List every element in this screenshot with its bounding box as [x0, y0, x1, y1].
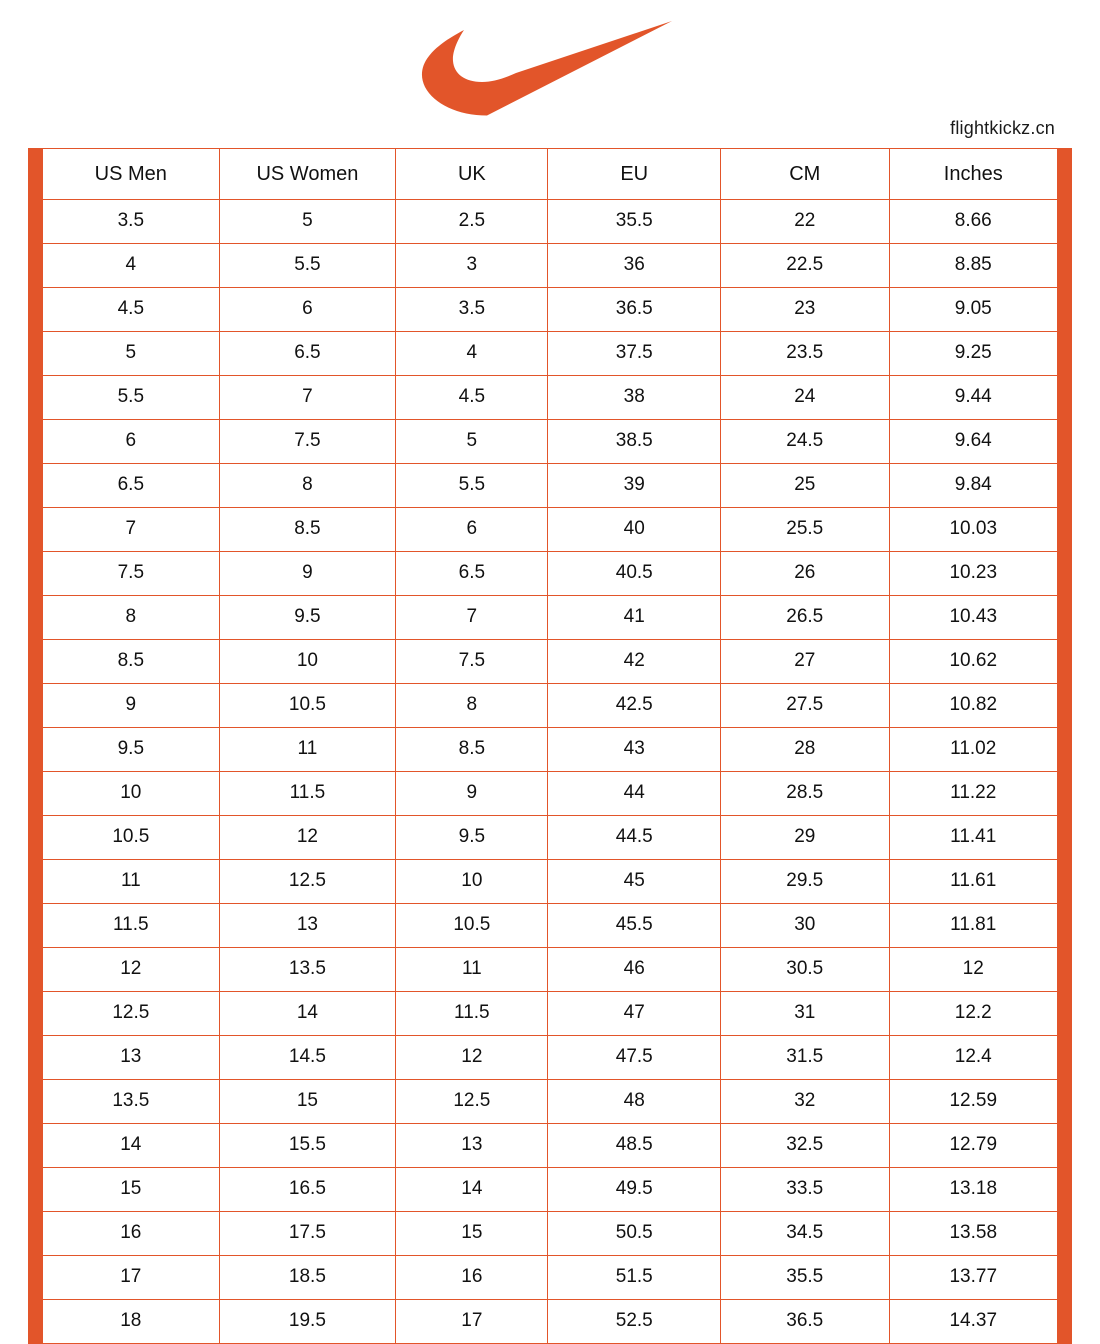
- cell-eu: 41: [548, 596, 721, 640]
- cell-us-women: 8: [219, 464, 396, 508]
- cell-us-men: 4.5: [43, 288, 220, 332]
- column-header-cm: CM: [721, 149, 889, 200]
- cell-uk: 12: [396, 1036, 548, 1080]
- table-row: [43, 244, 1058, 288]
- cell-us-women: 10: [219, 640, 396, 684]
- cell-eu: 44.5: [548, 816, 721, 860]
- cell-uk: 5.5: [396, 464, 548, 508]
- cell-cm: 29: [721, 816, 889, 860]
- cell-uk: 3.5: [396, 288, 548, 332]
- cell-cm: 29.5: [721, 860, 889, 904]
- cell-us-women: 12.5: [219, 860, 396, 904]
- cell-uk: 6: [396, 508, 548, 552]
- cell-us-women: 11.5: [219, 772, 396, 816]
- cell-uk: 2.5: [396, 200, 548, 244]
- cell-cm: 27: [721, 640, 889, 684]
- cell-inches: 12.79: [889, 1124, 1058, 1168]
- table-row: [43, 1256, 1058, 1300]
- table-row: [43, 948, 1058, 992]
- table-row: [43, 1168, 1058, 1212]
- cell-eu: 39: [548, 464, 721, 508]
- cell-us-women: 15: [219, 1080, 396, 1124]
- table-row: [43, 552, 1058, 596]
- cell-us-men: 7.5: [43, 552, 220, 596]
- cell-inches: 13.18: [889, 1168, 1058, 1212]
- cell-eu: 42.5: [548, 684, 721, 728]
- cell-cm: 22: [721, 200, 889, 244]
- cell-us-women: 8.5: [219, 508, 396, 552]
- cell-inches: 13.77: [889, 1256, 1058, 1300]
- cell-eu: 46: [548, 948, 721, 992]
- cell-us-women: 6.5: [219, 332, 396, 376]
- cell-uk: 17: [396, 1300, 548, 1344]
- table-row: [43, 288, 1058, 332]
- cell-eu: 42: [548, 640, 721, 684]
- cell-eu: 49.5: [548, 1168, 721, 1212]
- cell-uk: 11.5: [396, 992, 548, 1036]
- cell-us-women: 10.5: [219, 684, 396, 728]
- cell-cm: 32: [721, 1080, 889, 1124]
- table-row: [43, 992, 1058, 1036]
- table-row: [43, 508, 1058, 552]
- cell-cm: 28: [721, 728, 889, 772]
- cell-cm: 36.5: [721, 1300, 889, 1344]
- cell-eu: 48.5: [548, 1124, 721, 1168]
- table-row: [43, 332, 1058, 376]
- cell-us-men: 11: [43, 860, 220, 904]
- cell-inches: 10.82: [889, 684, 1058, 728]
- cell-us-men: 8.5: [43, 640, 220, 684]
- cell-us-men: 18: [43, 1300, 220, 1344]
- cell-uk: 3: [396, 244, 548, 288]
- cell-us-men: 15: [43, 1168, 220, 1212]
- cell-inches: 12.59: [889, 1080, 1058, 1124]
- cell-us-women: 12: [219, 816, 396, 860]
- column-header-us-men: US Men: [43, 149, 220, 200]
- cell-inches: 11.22: [889, 772, 1058, 816]
- cell-us-women: 7: [219, 376, 396, 420]
- table-row: [43, 200, 1058, 244]
- cell-cm: 32.5: [721, 1124, 889, 1168]
- cell-us-men: 10.5: [43, 816, 220, 860]
- cell-inches: 10.03: [889, 508, 1058, 552]
- column-header-us-women: US Women: [219, 149, 396, 200]
- cell-us-men: 7: [43, 508, 220, 552]
- cell-eu: 44: [548, 772, 721, 816]
- cell-us-men: 13.5: [43, 1080, 220, 1124]
- cell-eu: 51.5: [548, 1256, 721, 1300]
- cell-inches: 11.41: [889, 816, 1058, 860]
- cell-uk: 7.5: [396, 640, 548, 684]
- cell-us-men: 5.5: [43, 376, 220, 420]
- cell-eu: 40.5: [548, 552, 721, 596]
- cell-uk: 8: [396, 684, 548, 728]
- cell-cm: 23.5: [721, 332, 889, 376]
- table-header-row: [43, 149, 1058, 200]
- cell-cm: 33.5: [721, 1168, 889, 1212]
- cell-us-men: 16: [43, 1212, 220, 1256]
- cell-eu: 38.5: [548, 420, 721, 464]
- size-chart-table: [42, 148, 1058, 1344]
- cell-eu: 47.5: [548, 1036, 721, 1080]
- cell-us-men: 9.5: [43, 728, 220, 772]
- table-row: [43, 640, 1058, 684]
- cell-us-men: 5: [43, 332, 220, 376]
- table-row: [43, 684, 1058, 728]
- column-header-eu: EU: [548, 149, 721, 200]
- cell-us-women: 13: [219, 904, 396, 948]
- cell-cm: 34.5: [721, 1212, 889, 1256]
- cell-us-women: 9: [219, 552, 396, 596]
- cell-inches: 12: [889, 948, 1058, 992]
- cell-cm: 23: [721, 288, 889, 332]
- cell-us-women: 17.5: [219, 1212, 396, 1256]
- cell-inches: 9.25: [889, 332, 1058, 376]
- cell-inches: 9.44: [889, 376, 1058, 420]
- nike-swoosh-icon: [420, 21, 680, 116]
- cell-inches: 13.58: [889, 1212, 1058, 1256]
- cell-eu: 37.5: [548, 332, 721, 376]
- table-row: [43, 816, 1058, 860]
- table-row: [43, 904, 1058, 948]
- cell-inches: 9.05: [889, 288, 1058, 332]
- cell-us-men: 17: [43, 1256, 220, 1300]
- cell-uk: 14: [396, 1168, 548, 1212]
- table-body: [43, 200, 1058, 1344]
- table-row: [43, 1036, 1058, 1080]
- cell-us-men: 10: [43, 772, 220, 816]
- cell-us-women: 14.5: [219, 1036, 396, 1080]
- cell-eu: 40: [548, 508, 721, 552]
- cell-us-women: 16.5: [219, 1168, 396, 1212]
- cell-eu: 50.5: [548, 1212, 721, 1256]
- cell-us-men: 14: [43, 1124, 220, 1168]
- cell-inches: 11.61: [889, 860, 1058, 904]
- cell-cm: 28.5: [721, 772, 889, 816]
- table-row: [43, 1212, 1058, 1256]
- cell-eu: 45.5: [548, 904, 721, 948]
- cell-us-men: 3.5: [43, 200, 220, 244]
- table-row: [43, 772, 1058, 816]
- table-row: [43, 1080, 1058, 1124]
- cell-cm: 30: [721, 904, 889, 948]
- cell-uk: 12.5: [396, 1080, 548, 1124]
- cell-us-women: 6: [219, 288, 396, 332]
- cell-uk: 9.5: [396, 816, 548, 860]
- cell-us-women: 7.5: [219, 420, 396, 464]
- cell-uk: 8.5: [396, 728, 548, 772]
- cell-us-men: 11.5: [43, 904, 220, 948]
- cell-inches: 10.62: [889, 640, 1058, 684]
- cell-us-men: 12: [43, 948, 220, 992]
- cell-inches: 11.02: [889, 728, 1058, 772]
- table-row: [43, 728, 1058, 772]
- cell-cm: 27.5: [721, 684, 889, 728]
- cell-uk: 13: [396, 1124, 548, 1168]
- table-row: [43, 376, 1058, 420]
- cell-cm: 26.5: [721, 596, 889, 640]
- cell-cm: 35.5: [721, 1256, 889, 1300]
- cell-us-women: 13.5: [219, 948, 396, 992]
- cell-eu: 47: [548, 992, 721, 1036]
- cell-us-men: 6: [43, 420, 220, 464]
- cell-cm: 31.5: [721, 1036, 889, 1080]
- cell-uk: 9: [396, 772, 548, 816]
- cell-cm: 30.5: [721, 948, 889, 992]
- cell-us-men: 6.5: [43, 464, 220, 508]
- cell-uk: 10: [396, 860, 548, 904]
- brand-logo: [0, 18, 1100, 118]
- cell-us-men: 12.5: [43, 992, 220, 1036]
- cell-inches: 10.43: [889, 596, 1058, 640]
- cell-cm: 26: [721, 552, 889, 596]
- cell-uk: 10.5: [396, 904, 548, 948]
- table-row: [43, 860, 1058, 904]
- cell-us-women: 11: [219, 728, 396, 772]
- cell-eu: 36.5: [548, 288, 721, 332]
- cell-eu: 35.5: [548, 200, 721, 244]
- cell-cm: 31: [721, 992, 889, 1036]
- cell-inches: 10.23: [889, 552, 1058, 596]
- cell-eu: 45: [548, 860, 721, 904]
- cell-inches: 9.64: [889, 420, 1058, 464]
- cell-cm: 24.5: [721, 420, 889, 464]
- cell-uk: 15: [396, 1212, 548, 1256]
- cell-uk: 6.5: [396, 552, 548, 596]
- cell-inches: 8.66: [889, 200, 1058, 244]
- cell-cm: 25.5: [721, 508, 889, 552]
- cell-eu: 52.5: [548, 1300, 721, 1344]
- column-header-inches: Inches: [889, 149, 1058, 200]
- table-row: [43, 596, 1058, 640]
- cell-uk: 4.5: [396, 376, 548, 420]
- cell-eu: 38: [548, 376, 721, 420]
- cell-us-men: 9: [43, 684, 220, 728]
- cell-cm: 25: [721, 464, 889, 508]
- size-chart-container: [28, 148, 1072, 1344]
- cell-us-women: 9.5: [219, 596, 396, 640]
- cell-inches: 14.37: [889, 1300, 1058, 1344]
- cell-inches: 8.85: [889, 244, 1058, 288]
- cell-uk: 7: [396, 596, 548, 640]
- cell-us-women: 14: [219, 992, 396, 1036]
- cell-us-women: 5.5: [219, 244, 396, 288]
- cell-uk: 11: [396, 948, 548, 992]
- cell-us-men: 8: [43, 596, 220, 640]
- cell-inches: 11.81: [889, 904, 1058, 948]
- cell-eu: 36: [548, 244, 721, 288]
- cell-inches: 12.4: [889, 1036, 1058, 1080]
- cell-us-women: 18.5: [219, 1256, 396, 1300]
- cell-cm: 22.5: [721, 244, 889, 288]
- table-row: [43, 1124, 1058, 1168]
- cell-inches: 12.2: [889, 992, 1058, 1036]
- cell-us-women: 19.5: [219, 1300, 396, 1344]
- table-row: [43, 464, 1058, 508]
- cell-eu: 48: [548, 1080, 721, 1124]
- table-row: [43, 420, 1058, 464]
- cell-us-men: 13: [43, 1036, 220, 1080]
- cell-cm: 24: [721, 376, 889, 420]
- cell-eu: 43: [548, 728, 721, 772]
- cell-us-men: 4: [43, 244, 220, 288]
- cell-us-women: 5: [219, 200, 396, 244]
- cell-uk: 16: [396, 1256, 548, 1300]
- cell-inches: 9.84: [889, 464, 1058, 508]
- cell-uk: 5: [396, 420, 548, 464]
- cell-uk: 4: [396, 332, 548, 376]
- cell-us-women: 15.5: [219, 1124, 396, 1168]
- site-watermark: flightkickz.cn: [950, 118, 1055, 138]
- column-header-uk: UK: [396, 149, 548, 200]
